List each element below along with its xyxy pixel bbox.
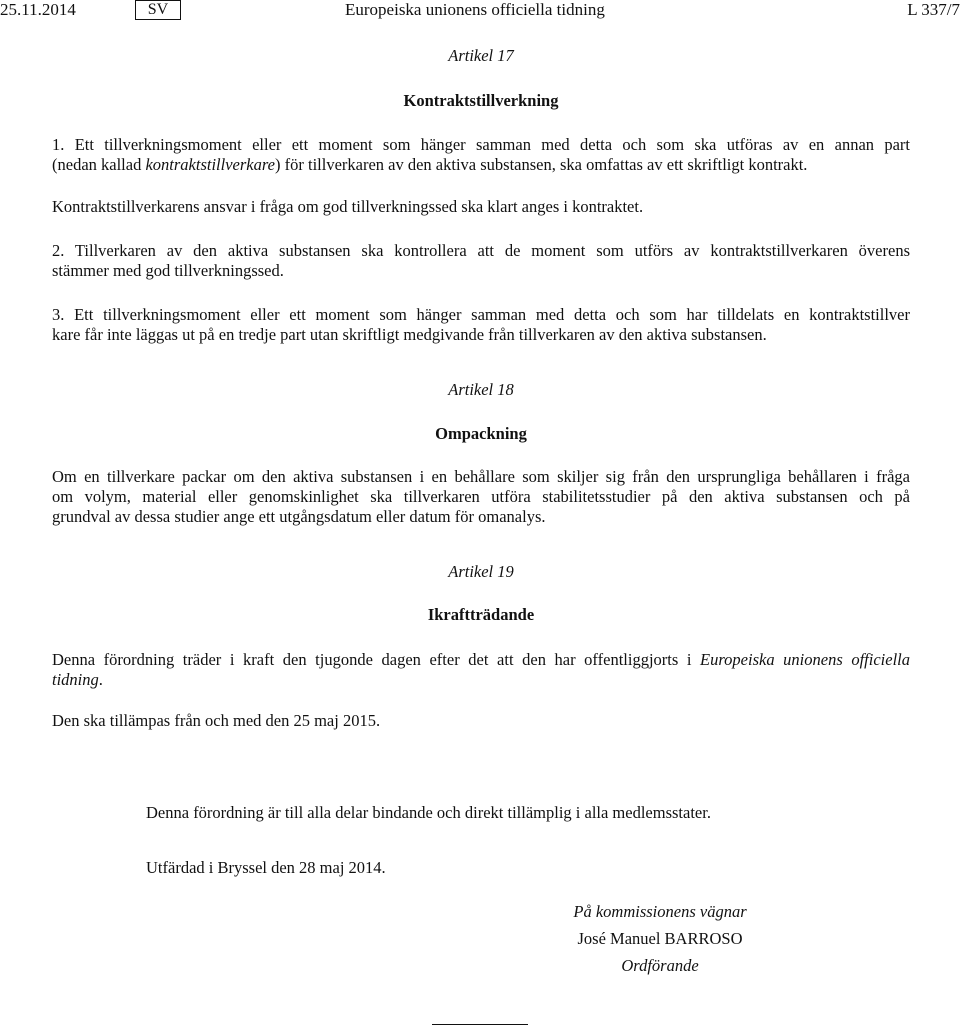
signature-on-behalf: På kommissionens vägnar <box>573 902 747 921</box>
end-rule <box>432 1024 528 1025</box>
publication-date: 25.11.2014 <box>0 0 76 19</box>
article-17-para-2-line-1: 2. Tillverkaren av den aktiva substansen ska kontrollera att de moment som utförs av kontraktstillverkaren överens <box>52 241 910 260</box>
article-17-title: Kontraktstillverkning <box>403 91 559 110</box>
article-18-label: Artikel 18 <box>448 380 514 399</box>
article-18-title: Ompackning <box>435 424 527 443</box>
defined-term: kontraktstillverkare <box>145 155 275 174</box>
article-17-para-1-line-2: (nedan kallad kontraktstillverkare) för tillverkaren av den aktiva substansen, ska omfattas av ett skriftligt kontrakt. <box>52 155 808 174</box>
article-17-label: Artikel 17 <box>448 46 514 65</box>
signatory-name: José Manuel BARROSO <box>577 929 743 948</box>
binding-statement: Denna förordning är till alla delar bindande och direkt tillämplig i alla medlemsstater. <box>146 803 711 822</box>
article-19-label: Artikel 19 <box>448 562 514 581</box>
article-18-line-3: grundval av dessa studier ange ett utgångsdatum eller datum för omanalys. <box>52 507 546 526</box>
language-badge: SV <box>135 0 181 20</box>
article-17-para-1-line-1: 1. Ett tillverkningsmoment eller ett moment som hänger samman med detta och som ska utföras av en annan part <box>52 135 910 154</box>
article-17-para-3-line-1: 3. Ett tillverkningsmoment eller ett moment som hänger samman med detta och som har tilldelats en kontraktstillver <box>52 305 910 324</box>
article-19-line-1: Denna förordning träder i kraft den tjugonde dagen efter det att den har offentliggjorts i Europeiska unionens officiella <box>52 650 910 669</box>
page-number: L 337/7 <box>907 0 960 19</box>
application-date: Den ska tillämpas från och med den 25 maj 2015. <box>52 711 381 730</box>
done-at: Utfärdad i Bryssel den 28 maj 2014. <box>146 858 386 877</box>
journal-title: Europeiska unionens officiella tidning <box>345 0 605 19</box>
article-17-para-2-line-2: stämmer med god tillverkningssed. <box>52 261 284 280</box>
article-18-line-1: Om en tillverkare packar om den aktiva substansen i en behållare som skiljer sig från den ursprungliga behållaren i fråga <box>52 467 910 486</box>
journal-reference: Europeiska unionens officiella <box>700 650 910 669</box>
article-19-title: Ikraftträdande <box>427 605 535 624</box>
signatory-role: Ordförande <box>621 956 699 975</box>
article-19-line-2: tidning. <box>52 670 103 689</box>
article-17-para-1-sub: Kontraktstillverkarens ansvar i fråga om god tillverkningssed ska klart anges i kontraktet. <box>52 197 644 216</box>
article-17-para-3-line-2: kare får inte läggas ut på en tredje part utan skriftligt medgivande från tillverkaren av den aktiva substansen. <box>52 325 767 344</box>
article-18-line-2: om volym, material eller genomskinlighet ska tillverkaren utföra stabilitetsstudier på den aktiva substansen och på <box>52 487 910 506</box>
